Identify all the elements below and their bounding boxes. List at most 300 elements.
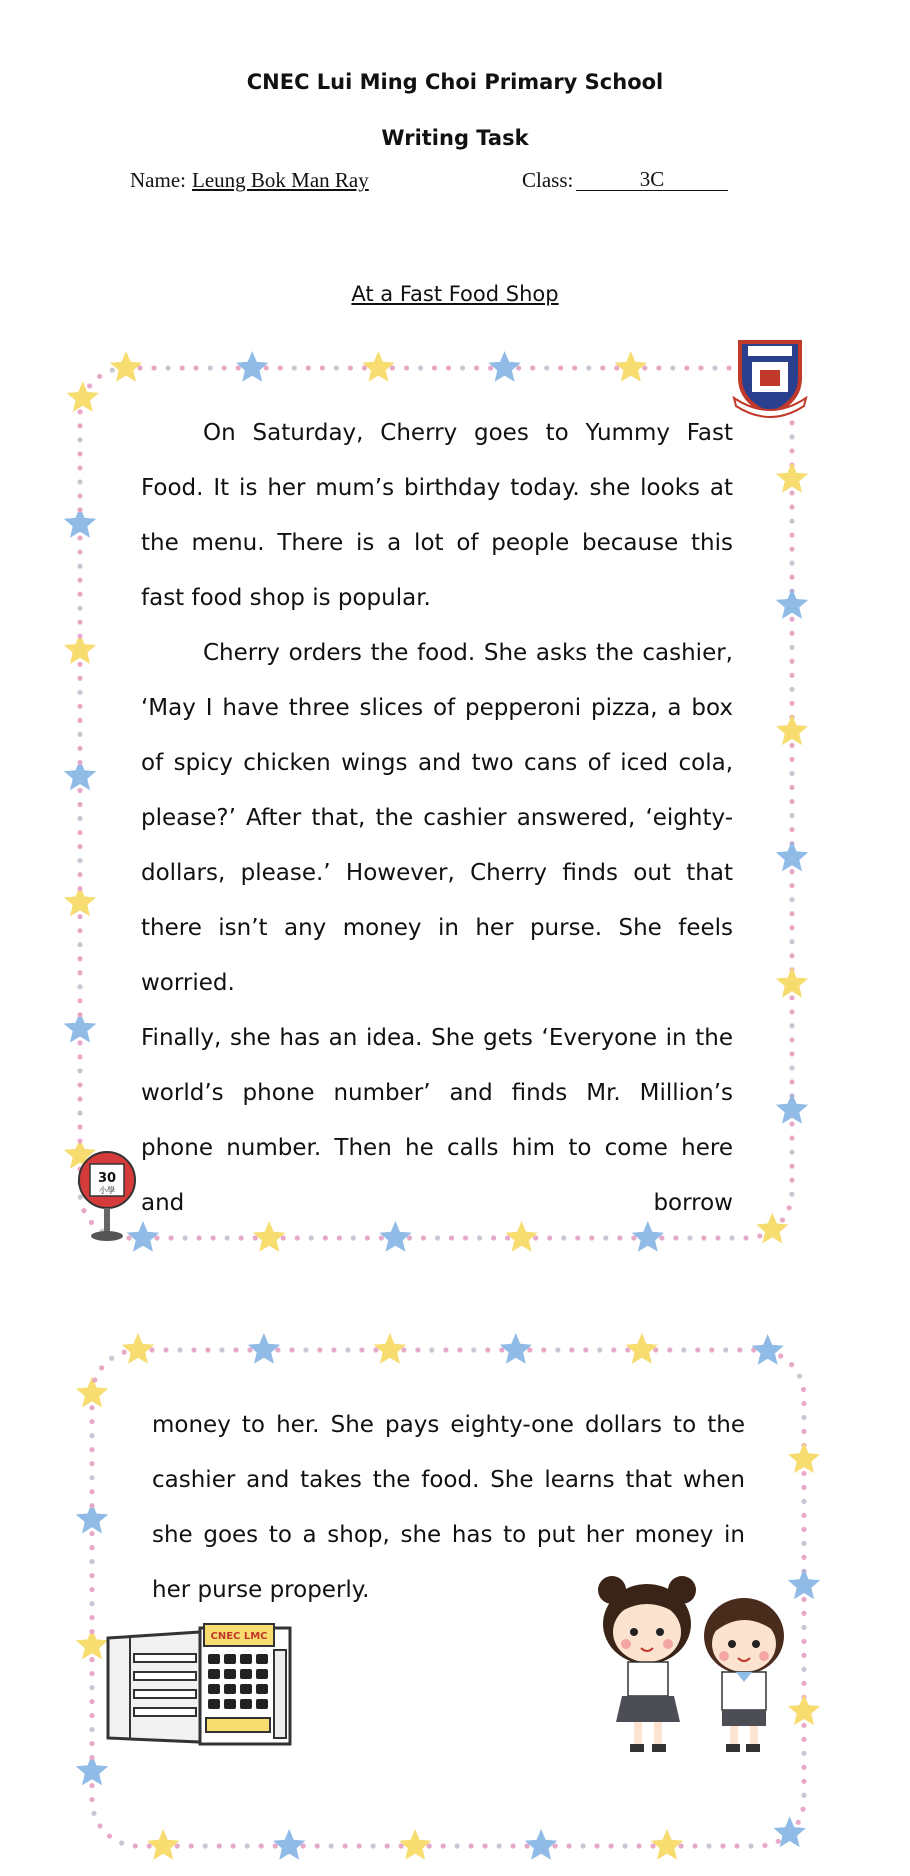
sparkle-icon [77, 634, 82, 639]
sparkle-icon [801, 1555, 806, 1560]
sparkle-icon [527, 1347, 532, 1352]
star-icon [248, 1333, 280, 1364]
sparkle-icon [107, 1834, 112, 1839]
sparkle-icon [505, 1235, 510, 1240]
school-badge-icon [730, 332, 810, 418]
sparkle-icon [77, 592, 82, 597]
star-icon [776, 588, 808, 619]
sparkle-icon [653, 1347, 658, 1352]
sparkle-icon [89, 1573, 94, 1578]
keypad-key [240, 1684, 252, 1694]
sparkle-icon [729, 1235, 734, 1240]
sparkle-icon [89, 1601, 94, 1606]
sparkle-icon [331, 1347, 336, 1352]
sparkle-icon [203, 1843, 208, 1848]
sparkle-icon [446, 365, 451, 370]
star-icon [776, 1093, 808, 1124]
sparkle-icon [789, 631, 794, 636]
star-icon [122, 1333, 154, 1364]
sparkle-icon [119, 1840, 124, 1845]
sparkle-icon [789, 869, 794, 874]
sparkle-icon [483, 1843, 488, 1848]
sparkle-icon [89, 1419, 94, 1424]
sparkle-icon [320, 365, 325, 370]
sparkle-icon [594, 1843, 599, 1848]
sparkle-icon [789, 1362, 794, 1367]
paragraph-1-text: On Saturday, Cherry goes to Yummy Fast Food. It is her mum’s birthday today. she looks at the menu. There is a lot of people because this fast food shop is popular. [141, 420, 733, 611]
sparkle-icon [455, 1843, 460, 1848]
sparkle-icon [295, 1235, 300, 1240]
sparkle-icon [323, 1235, 328, 1240]
sparkle-icon [77, 816, 82, 821]
sparkle-icon [89, 1447, 94, 1452]
star-icon [76, 1377, 108, 1408]
sparkle-icon [189, 1843, 194, 1848]
sparkle-icon [625, 1347, 630, 1352]
sparkle-icon [404, 365, 409, 370]
sparkle-icon [673, 1235, 678, 1240]
sparkle-icon [698, 365, 703, 370]
sparkle-icon [684, 365, 689, 370]
sparkle-icon [77, 606, 82, 611]
sparkle-icon [776, 1839, 781, 1844]
sparkle-icon [337, 1235, 342, 1240]
sparkle-icon [303, 1347, 308, 1352]
sparkle-icon [709, 1347, 714, 1352]
keypad-key [208, 1699, 220, 1709]
sparkle-icon [289, 1347, 294, 1352]
sparkle-icon [89, 1461, 94, 1466]
sparkle-icon [77, 704, 82, 709]
sparkle-icon [89, 1489, 94, 1494]
sparkle-icon [603, 1235, 608, 1240]
sparkle-icon [743, 1235, 748, 1240]
sparkle-icon [365, 1235, 370, 1240]
sparkle-icon [586, 365, 591, 370]
sparkle-icon [789, 995, 794, 1000]
sparkle-icon [720, 1843, 725, 1848]
sparkle-icon [329, 1843, 334, 1848]
sparkle-icon [407, 1235, 412, 1240]
sparkle-icon [89, 1657, 94, 1662]
sparkle-icon [789, 1037, 794, 1042]
star-icon [236, 351, 268, 382]
sparkle-icon [89, 1615, 94, 1620]
sparkle-icon [205, 1347, 210, 1352]
girl-figure [598, 1576, 696, 1752]
sparkle-icon [292, 365, 297, 370]
sparkle-icon [789, 1023, 794, 1028]
sparkle-icon [789, 504, 794, 509]
sparkle-icon [801, 1527, 806, 1532]
sparkle-icon [533, 1235, 538, 1240]
boy-figure [704, 1598, 784, 1752]
sparkle-icon [348, 365, 353, 370]
sparkle-icon [371, 1843, 376, 1848]
sparkle-icon [789, 743, 794, 748]
sparkle-icon [77, 830, 82, 835]
sparkle-icon [499, 1347, 504, 1352]
sparkle-icon [787, 1205, 792, 1210]
sparkle-icon [558, 365, 563, 370]
sparkle-icon [789, 1149, 794, 1154]
sparkle-icon [77, 549, 82, 554]
star-icon [776, 462, 808, 493]
sparkle-icon [789, 645, 794, 650]
sparkle-icon [789, 659, 794, 664]
sparkle-icon [789, 1163, 794, 1168]
sparkle-icon [236, 365, 241, 370]
paragraph-2 [141, 626, 733, 1011]
star-icon [362, 351, 394, 382]
sparkle-icon [77, 844, 82, 849]
sparkle-icon [89, 1755, 94, 1760]
sparkle-icon [77, 535, 82, 540]
sparkle-icon [789, 953, 794, 958]
sparkle-icon [429, 1347, 434, 1352]
essay-body-part-1 [141, 406, 733, 1231]
bus-stop-sign-icon [74, 1150, 140, 1242]
keypad-key [256, 1669, 268, 1679]
sparkle-icon [77, 1068, 82, 1073]
keypad-key [224, 1669, 236, 1679]
sparkle-icon [89, 1713, 94, 1718]
sparkle-icon [97, 374, 102, 379]
sparkle-icon [580, 1843, 585, 1848]
sparkle-icon [197, 1235, 202, 1240]
sparkle-icon [77, 802, 82, 807]
sparkle-icon [497, 1843, 502, 1848]
sparkle-icon [77, 578, 82, 583]
sparkle-icon [789, 1192, 794, 1197]
sparkle-icon [789, 925, 794, 930]
sparkle-icon [801, 1401, 806, 1406]
sparkle-icon [575, 1235, 580, 1240]
sparkle-icon [343, 1843, 348, 1848]
sparkle-icon [789, 575, 794, 580]
sparkle-icon [789, 911, 794, 916]
sparkle-icon [460, 365, 465, 370]
sparkle-icon [77, 1110, 82, 1115]
sparkle-icon [89, 1741, 94, 1746]
class-value: 3C [576, 168, 728, 191]
sparkle-icon [77, 507, 82, 512]
sparkle-icon [345, 1347, 350, 1352]
sparkle-icon [801, 1779, 806, 1784]
sparkle-icon [757, 1233, 762, 1238]
sparkle-icon [547, 1235, 552, 1240]
kiosk-banner-text: CNEC LMC [210, 1631, 268, 1642]
sparkle-icon [179, 365, 184, 370]
sparkle-icon [77, 662, 82, 667]
keypad-key [208, 1684, 220, 1694]
sparkle-icon [245, 1843, 250, 1848]
sparkle-icon [636, 1843, 641, 1848]
keypad-key [208, 1654, 220, 1664]
sparkle-icon [622, 1843, 627, 1848]
sparkle-icon [87, 383, 92, 388]
sparkle-icon [789, 617, 794, 622]
sparkle-icon [789, 701, 794, 706]
sparkle-icon [77, 564, 82, 569]
sparkle-icon [801, 1793, 806, 1798]
sparkle-icon [801, 1415, 806, 1420]
sparkle-icon [748, 1843, 753, 1848]
sparkle-icon [789, 785, 794, 790]
sparkle-icon [89, 1587, 94, 1592]
sparkle-icon [789, 771, 794, 776]
sparkle-icon [379, 1235, 384, 1240]
sparkle-icon [89, 1783, 94, 1788]
sparkle-icon [177, 1347, 182, 1352]
sparkle-icon [789, 673, 794, 678]
sparkle-icon [77, 760, 82, 765]
keypad-key [256, 1654, 268, 1664]
keypad-key [240, 1654, 252, 1664]
paragraph-3-text: Finally, she has an idea. She gets ‘Everyone in the world’s phone number’ and finds Mr. Million’s phone number. Then he calls him to come here and borrow [141, 1025, 733, 1216]
sparkle-icon [77, 998, 82, 1003]
paragraph-3 [141, 1011, 733, 1231]
class-label: Class: [522, 168, 574, 192]
sparkle-icon [191, 1347, 196, 1352]
sparkle-icon [801, 1471, 806, 1476]
sparkle-icon [351, 1235, 356, 1240]
sparkle-icon [789, 813, 794, 818]
sparkle-icon [247, 1347, 252, 1352]
sparkle-icon [789, 561, 794, 566]
sparkle-icon [650, 1843, 655, 1848]
star-icon [500, 1333, 532, 1364]
sparkle-icon [789, 1135, 794, 1140]
sparkle-icon [695, 1347, 700, 1352]
sparkle-icon [474, 365, 479, 370]
sparkle-icon [89, 1531, 94, 1536]
star-icon [488, 351, 520, 382]
star-icon [776, 841, 808, 872]
sparkle-icon [89, 1433, 94, 1438]
sign-number: 30 [97, 1171, 117, 1186]
keypad-key [224, 1699, 236, 1709]
ticket-machine-illustration [104, 1620, 300, 1750]
sparkle-icon [488, 365, 493, 370]
sparkle-icon [273, 1843, 278, 1848]
sparkle-icon [385, 1843, 390, 1848]
sparkle-icon [432, 365, 437, 370]
sparkle-icon [77, 479, 82, 484]
sparkle-icon [89, 1671, 94, 1676]
star-icon [615, 351, 647, 382]
sparkle-icon [801, 1429, 806, 1434]
sparkle-icon [477, 1235, 482, 1240]
sparkle-icon [77, 423, 82, 428]
sparkle-icon [421, 1235, 426, 1240]
star-icon [67, 381, 99, 412]
sparkle-icon [656, 365, 661, 370]
sparkle-icon [309, 1235, 314, 1240]
sparkle-icon [569, 1347, 574, 1352]
sparkle-icon [89, 1475, 94, 1480]
sparkle-icon [77, 676, 82, 681]
sparkle-icon [589, 1235, 594, 1240]
sparkle-icon [77, 872, 82, 877]
sparkle-icon [723, 1347, 728, 1352]
sparkle-icon [780, 1217, 785, 1222]
sparkle-icon [133, 1843, 138, 1848]
sparkle-icon [77, 718, 82, 723]
sparkle-icon [89, 1559, 94, 1564]
sparkle-icon [217, 1843, 222, 1848]
sparkle-icon [789, 1051, 794, 1056]
paragraph-1 [141, 406, 733, 626]
sparkle-icon [415, 1347, 420, 1352]
sparkle-icon [334, 365, 339, 370]
sparkle-icon [463, 1235, 468, 1240]
sparkle-icon [789, 799, 794, 804]
sparkle-icon [91, 1811, 96, 1816]
sparkle-icon [222, 365, 227, 370]
sparkle-icon [77, 493, 82, 498]
sparkle-icon [801, 1499, 806, 1504]
sparkle-icon [797, 1374, 802, 1379]
sparkle-icon [667, 1347, 672, 1352]
sparkle-icon [789, 687, 794, 692]
sparkle-icon [89, 1797, 94, 1802]
sparkle-icon [77, 942, 82, 947]
sparkle-icon [92, 1377, 97, 1382]
sparkle-icon [608, 1843, 613, 1848]
sparkle-icon [631, 1235, 636, 1240]
sparkle-icon [77, 1138, 82, 1143]
star-icon [752, 1334, 784, 1365]
sparkle-icon [89, 1727, 94, 1732]
sparkle-icon [572, 365, 577, 370]
sparkle-icon [77, 788, 82, 793]
sparkle-icon [77, 1096, 82, 1101]
sparkle-icon [789, 1079, 794, 1084]
sparkle-icon [789, 827, 794, 832]
sparkle-icon [449, 1235, 454, 1240]
sparkle-icon [175, 1843, 180, 1848]
sparkle-icon [443, 1347, 448, 1352]
keypad-key [256, 1684, 268, 1694]
sparkle-icon [149, 1347, 154, 1352]
sparkle-icon [611, 1347, 616, 1352]
sparkle-icon [357, 1843, 362, 1848]
sparkle-icon [97, 1823, 102, 1828]
keypad-key [240, 1699, 252, 1709]
sparkle-icon [789, 420, 794, 425]
sparkle-icon [541, 1347, 546, 1352]
sparkle-icon [317, 1347, 322, 1352]
sparkle-icon [233, 1347, 238, 1352]
sparkle-icon [687, 1235, 692, 1240]
keypad-key [224, 1684, 236, 1694]
sparkle-icon [471, 1347, 476, 1352]
sparkle-icon [77, 858, 82, 863]
sparkle-icon [544, 365, 549, 370]
sparkle-icon [77, 1082, 82, 1087]
sparkle-icon [306, 365, 311, 370]
sparkle-icon [89, 1545, 94, 1550]
star-icon [626, 1333, 658, 1364]
sparkle-icon [801, 1765, 806, 1770]
sparkle-icon [561, 1235, 566, 1240]
sparkle-icon [275, 1347, 280, 1352]
sparkle-icon [77, 886, 82, 891]
sparkle-icon [208, 365, 213, 370]
essay-title: At a Fast Food Shop [351, 282, 559, 306]
sparkle-icon [99, 1365, 104, 1370]
sparkle-icon [681, 1347, 686, 1352]
school-name: CNEC Lui Ming Choi Primary School [246, 70, 664, 94]
sparkle-icon [789, 1065, 794, 1070]
sparkle-icon [281, 1235, 286, 1240]
sparkle-icon [362, 365, 367, 370]
sparkle-icon [399, 1843, 404, 1848]
star-icon [788, 1442, 820, 1473]
sparkle-icon [77, 409, 82, 414]
sparkle-icon [109, 1356, 114, 1361]
star-icon [525, 1829, 557, 1860]
sparkle-icon [154, 1235, 159, 1240]
sparkle-icon [706, 1843, 711, 1848]
sparkle-icon [194, 365, 199, 370]
sparkle-icon [789, 532, 794, 537]
sparkle-icon [211, 1235, 216, 1240]
star-icon [756, 1213, 788, 1244]
sparkle-icon [89, 1699, 94, 1704]
sparkle-icon [435, 1235, 440, 1240]
sparkle-icon [278, 365, 283, 370]
sparkle-icon [165, 365, 170, 370]
keypad-key [224, 1654, 236, 1664]
sparkle-icon [762, 1843, 767, 1848]
sparkle-icon [801, 1541, 806, 1546]
sparkle-icon [373, 1347, 378, 1352]
sparkle-icon [182, 1235, 187, 1240]
sparkle-icon [801, 1387, 806, 1392]
sparkle-icon [77, 746, 82, 751]
sparkle-icon [789, 1121, 794, 1126]
sparkle-icon [516, 365, 521, 370]
sparkle-icon [789, 939, 794, 944]
sparkle-icon [789, 434, 794, 439]
sparkle-icon [789, 448, 794, 453]
sparkle-icon [600, 365, 605, 370]
sparkle-icon [555, 1347, 560, 1352]
paragraph-2-text: Cherry orders the food. She asks the cashier, ‘May I have three slices of pepperoni pizza, a box of spicy chicken wings and two cans of iced cola, please?’ After that, the cashier answered, ‘eighty-dollars, please.’ However, Cherry finds out that there isn’t any money in her purse. She feels worried. [141, 640, 733, 996]
sparkle-icon [801, 1485, 806, 1490]
sparkle-icon [692, 1843, 697, 1848]
name-label: Name: [130, 168, 186, 192]
sparkle-icon [77, 1124, 82, 1129]
sparkle-icon [789, 883, 794, 888]
sparkle-icon [77, 690, 82, 695]
sparkle-icon [359, 1347, 364, 1352]
sparkle-icon [315, 1843, 320, 1848]
sparkle-icon [239, 1235, 244, 1240]
sparkle-icon [801, 1513, 806, 1518]
sparkle-icon [122, 1350, 127, 1355]
sparkle-icon [642, 365, 647, 370]
sparkle-icon [524, 1843, 529, 1848]
sparkle-icon [225, 1235, 230, 1240]
sparkle-icon [168, 1235, 173, 1240]
children-illustration [586, 1572, 804, 1760]
sparkle-icon [789, 757, 794, 762]
sparkle-icon [583, 1347, 588, 1352]
sparkle-icon [597, 1347, 602, 1352]
